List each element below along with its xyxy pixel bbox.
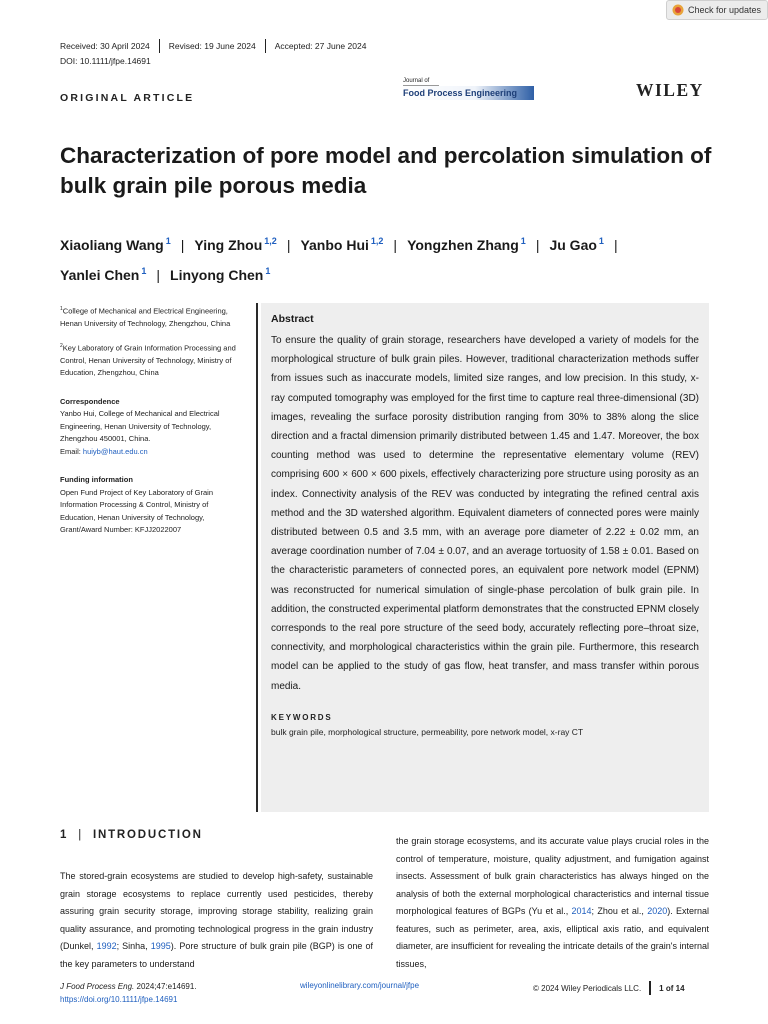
affiliation: $^2$Key Laboratory of Grain Information Processing and Control, Henan University of Technology, Ministry of Education, Zhengzhou, China xyxy=(60,342,236,377)
funding-heading: Funding information xyxy=(60,475,133,484)
footer-citation xyxy=(60,981,197,1006)
publisher-logo[interactable]: WILEY xyxy=(636,80,704,100)
citation-link[interactable]: 2014 xyxy=(571,906,592,916)
keywords-heading: KEYWORDS xyxy=(271,712,333,722)
correspondence xyxy=(60,396,245,459)
author-list: Xiaoliang Wang $^1$ | Ying Zhou $^{1,2}$ | Yanbo Hui $^{1,2}$ | Yongzhen Zhang $^1$ | Ju Gao $^1$ | Yanlei Chen $^1$ | Linyong Chen $^1$ xyxy=(60,236,618,283)
update-badge-icon xyxy=(672,4,684,16)
author-name[interactable]: Yanlei Chen $^1$ xyxy=(60,266,147,283)
author-name[interactable]: Ying Zhou $^{1,2}$ xyxy=(194,236,277,253)
footer-right xyxy=(533,981,685,995)
doi-link[interactable]: https://doi.org/10.1111/jfpe.14691 xyxy=(60,994,178,1004)
abstract-rule xyxy=(256,303,258,812)
article-doi: DOI: 10.1111/jfpe.14691 xyxy=(60,56,151,66)
correspondence-text: Yanbo Hui, College of Mechanical and Electrical Engineering, Henan University of Technology, Zhengzhou 450001, China. xyxy=(60,409,220,443)
author-name[interactable]: Linyong Chen $^1$ xyxy=(170,266,271,283)
journal-logo[interactable] xyxy=(403,78,534,101)
volume-info: 2024;47:e14691. xyxy=(134,982,197,991)
check-for-updates-button[interactable] xyxy=(666,0,768,20)
revised-date: Revised: 19 June 2024 xyxy=(168,41,256,51)
keywords-text: bulk grain pile, morphological structure, permeability, pore network model, x-ray CT xyxy=(271,726,584,737)
abstract-box xyxy=(261,303,709,812)
abstract-text: To ensure the quality of grain storage, researchers have developed a variety of models for the morphological structure of bulk grain piles. However, traditional characterization methods suffer from issues such as inaccurate models, limited size ranges, and low precision. In this study, x-ray computed tomography was employed for the first time to capture real three-dimensional (3D) images, revealing the surface porosity distribution ranging from 30% to 38% along the slice direction and a fractal dimension primarily distributed between 1.45 and 1.47. Moreover, the box counting method was used to determine the representative elementary volume (REV) comprising 600 × 600 × 600 pixels, effectively characterizing pore structure using porosity as an index. Connectivity analysis of the REV was conducted by integrating the refined central axis method and the 3D watershed algorithm. Equivalent diameters of connected pores were mainly distributed between 0.5 and 3.5 mm, with an average pore diameter of 2.22 ± 0.02 mm, an average coordination number of 7.04 ± 0.07, and an average tortuosity of 1.58 ± 0.01. Based on the characteristic parameters of connected pores, an equivalent pore network model (EPNM) was reconstructed for numerical simulation of single-phase percolation of bulk grain pile. In addition, the constructed experimental platform demonstrates that the constructed EPNM closely corresponds to the real pore structure of the seed body, accurately reflecting pore–throat size, connectivity, and morphological characteristics within the grain pile. Furthermore, this research model can be applied to the study of gas flow, heat transfer, and mass transfer within porous media. xyxy=(271,335,699,692)
journal-name-label: Food Process Engineering xyxy=(403,86,534,100)
date-divider xyxy=(265,39,266,53)
author-info-column xyxy=(60,303,245,546)
citation-link[interactable]: 2020 xyxy=(647,906,668,916)
section-heading: 1 | INTRODUCTION xyxy=(60,829,203,841)
author-name[interactable]: Ju Gao $^1$ xyxy=(549,236,604,253)
journal-of-label: Journal of xyxy=(403,78,439,86)
author-name[interactable]: Yanbo Hui $^{1,2}$ xyxy=(300,236,384,253)
abstract-heading: Abstract xyxy=(271,313,314,325)
body-column-right: the grain storage ecosystems, and its accurate value plays crucial roles in the control of temperature, moisture, quality adjustment, and fumigation against insects. Assessment of bulk grain characteristics has always hinged on the analysis of both the external morphological characteristics and internal tissue morphological features of BGPs (Yu et al., 2014; Zhou et al., 2020). External features, such as perimeter, area, axis, elliptical axis ratio, and equivalent diameter, are insufficient for revealing the intricate details of the grain's internal tissues, xyxy=(396,836,710,969)
received-date: Received: 30 April 2024 xyxy=(60,41,150,51)
author-name[interactable]: Xiaoliang Wang $^1$ xyxy=(60,236,171,253)
footer-divider xyxy=(649,981,651,995)
date-divider xyxy=(159,39,160,53)
email-label: Email: xyxy=(60,446,83,456)
accepted-date: Accepted: 27 June 2024 xyxy=(274,41,367,51)
citation-link[interactable]: 1995 xyxy=(150,941,171,951)
article-title: Characterization of pore model and percolation simulation of bulk grain pile porous media xyxy=(60,143,712,198)
body-column-left: The stored-grain ecosystems are studied to develop high-safety, sustainable grain storage ecosystems to replace currently used pesticides, thereby assuring grain security storage, improving storage stability, realizing grain quality assurance, and promoting technological progress in the grain industry (Dunkel, 1992; Sinha, 1995). Pore structure of bulk grain pile (BGP) is one of the key parameters to understand xyxy=(60,871,373,969)
check-for-updates-label: Check for updates xyxy=(688,5,762,15)
email-link[interactable]: huiyb@haut.edu.cn xyxy=(82,446,148,456)
journal-abbrev: J Food Process Eng. xyxy=(60,982,135,991)
funding-text: Open Fund Project of Key Laboratory of Grain Information Processing & Control, Ministry of Education, Henan University of Technology, Grant/Award Number: KFJJ2022007 xyxy=(60,487,213,534)
correspondence-heading: Correspondence xyxy=(60,396,120,406)
section-title: INTRODUCTION xyxy=(93,829,203,841)
section-number: 1 xyxy=(60,829,69,841)
affiliation: $^1$College of Mechanical and Electrical Engineering, Henan University of Technology, Zhengzhou, China xyxy=(60,306,231,328)
author-name[interactable]: Yongzhen Zhang $^1$ xyxy=(407,236,526,253)
citation-link[interactable]: 1992 xyxy=(96,941,117,951)
copyright-text: © 2024 Wiley Periodicals LLC. xyxy=(533,983,642,993)
page-number: 1 of 14 xyxy=(659,983,685,993)
article-dates xyxy=(60,39,366,53)
funding xyxy=(60,474,245,537)
article-type-label: ORIGINAL ARTICLE xyxy=(60,92,195,104)
journal-url-link[interactable]: wileyonlinelibrary.com/journal/jfpe xyxy=(300,981,420,990)
